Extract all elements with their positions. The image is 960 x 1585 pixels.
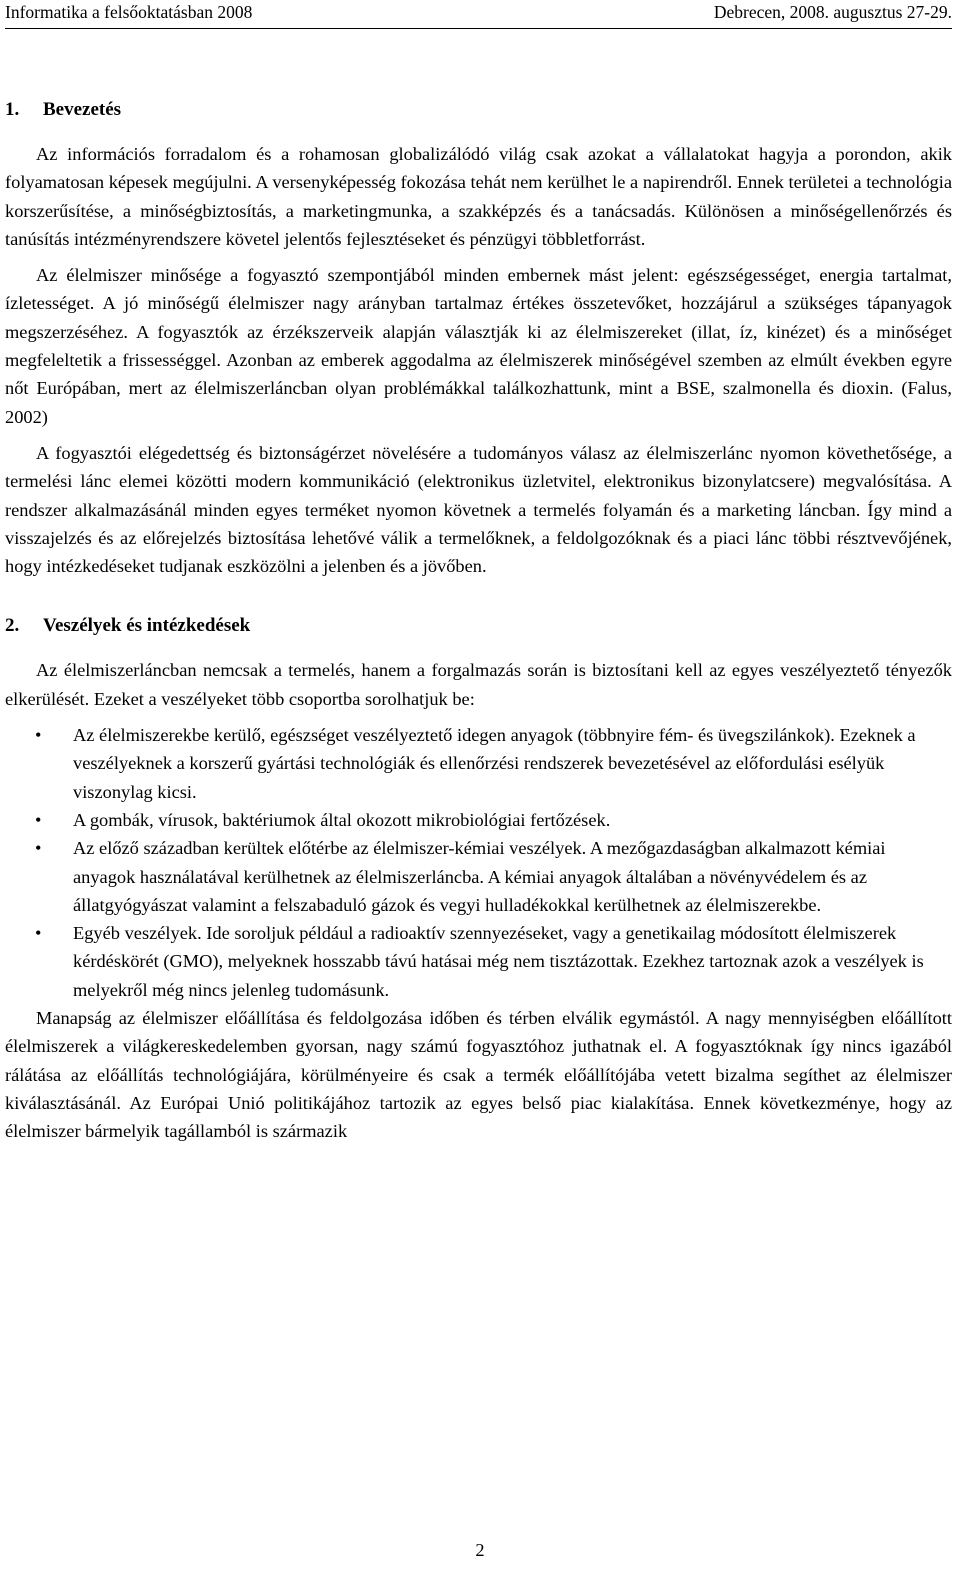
paragraph: Az élelmiszerláncban nemcsak a termelés, hanem a forgalmazás során is biztosítani kell az egyes veszélyeztető tényezők elkerülését. Ezeket a veszélyeket több csoportba sorolhatjuk be: (5, 660, 952, 709)
header-conference: Informatika a felsőoktatásban 2008 (5, 2, 253, 22)
list-item-text: Egyéb veszélyek. Ide soroljuk például a radioaktív szennyezéseket, vagy a genetikailag módosított élelmiszerek kérdéskörét (GMO), melyeknek hosszabb távú hatásai még nem tisztázottak. Ezekhez tartoznak azok a veszélyek is melyekről még nincs jelenleg tudomásunk. (73, 923, 924, 1000)
paragraph: A fogyasztói elégedettség és biztonságérzet növelésére a tudományos válasz az élelmiszerlánc nyomon követhetősége, a termelési lánc elemei közötti modern kommunikáció (elektronikus üzletvitel, elektronikus bizonylatcsere) megvalósítása. A rendszer alkalmazásánál minden egyes terméket nyomon követnek a termelés folyamán és a marketing láncban. Így mind a visszajelzés és az előrejelzés biztosítása lehetővé válik a termelőknek, a feldolgozóknak és a piaci lánc többi résztvevőjének, hogy intézkedéseket tudjanak eszközölni a jelenben és a jövőben. (5, 442, 952, 577)
list-item-text: A gombák, vírusok, baktériumok által okozott mikrobiológiai fertőzések. (73, 809, 611, 830)
bullet-icon: • (35, 725, 42, 746)
header-date: Debrecen, 2008. augusztus 27-29. (713, 2, 952, 22)
section-2-number: 2. (5, 615, 20, 637)
section-2-title: Veszélyek és intézkedések (43, 615, 251, 637)
bullet-icon: • (35, 809, 42, 830)
paragraph: Az élelmiszer minősége a fogyasztó szempontjából minden embernek mást jelent: egészségességet, energia tartalmat, ízletességet. A jó minőségű élelmiszer nagy arányban tartalmaz értékes összetevőket, hozzájárul a szükséges tápanyagok megszerzéséhez. A fogyasztók az érzékszerveik alapján választják ki az élelmiszereket (illat, íz, kinézet) és a minőséget megfeleltetik a frissességgel. Azonban az emberek aggodalma az élelmiszerek minőségével szemben az elmúlt években egyre nőt Európában, mert az élelmiszerláncban olyan problémákkal találkozhattunk, mint a BSE, szalmonella és dioxin. (Falus, 2002) (5, 265, 952, 427)
section-1-heading (5, 94, 952, 126)
list-item-text: Az előző században kerültek előtérbe az élelmiszer-kémiai veszélyek. A mezőgazdaságban alkalmazott kémiai anyagok használatával kerülhetnek az élelmiszerláncba. A kémiai anyagok általában a növényvédelem és az állatgyógyászat valamint a felszabaduló gázok és vegyi hulladékokkal kerülhetnek az élelmiszerekbe. (73, 838, 886, 915)
paragraph: Manapság az élelmiszer előállítása és feldolgozása időben és térben elválik egymástól. A nagy mennyiségben előállított élelmiszerek a világkereskedelemben gyorsan, nagy számú fogyasztóhoz juthatnak el. A fogyasztóknak így nincs igazából rálátása az előállítás technológiájára, körülményeire és csak a termék előállítójába vetett bizalma segíthet az élelmiszer kiválasztásánál. Az Európai Unió politikájához tartozik az egyes belső piac kialakítása. Ennek következménye, hogy az élelmiszer bármelyik tagállamból is származik (5, 1008, 952, 1142)
hazard-list (5, 721, 952, 1004)
bullet-icon: • (35, 838, 42, 859)
page-body (5, 94, 952, 1146)
list-item-text: Az élelmiszerekbe kerülő, egészséget veszélyeztető idegen anyagok (többnyire fém- és üvegszilánkok). Ezeknek a veszélyeknek a korszerű gyártási technológiák és ellenőrzési rendszerek bevezetésével az előfordulási esélyük viszonylag kicsi. (73, 725, 916, 802)
bullet-icon: • (35, 923, 42, 944)
section-1-number: 1. (5, 99, 20, 120)
page-number: 2 (475, 1540, 485, 1560)
section-2-heading (5, 610, 952, 642)
list-item (5, 806, 952, 834)
list-item (5, 834, 952, 919)
running-header (5, 2, 952, 29)
list-item (5, 919, 952, 1004)
paragraph: Az információs forradalom és a rohamosan globalizálódó világ csak azokat a vállalatokat hagyja a porondon, akik folyamatosan képesek megújulni. A versenyképesség fokozása tehát nem kerülhet le a napirendről. Ennek területei a technológia korszerűsítése, a minőségbiztosítás, a marketingmunka, a szakképzés és a tanácsadás. Különösen a minőségellenőrzés és tanúsítás intézményrendszere követel jelentős fejlesztéseket és pénzügyi többletforrást. (5, 144, 952, 249)
section-1-title: Bevezetés (43, 99, 122, 120)
list-item (5, 721, 952, 806)
